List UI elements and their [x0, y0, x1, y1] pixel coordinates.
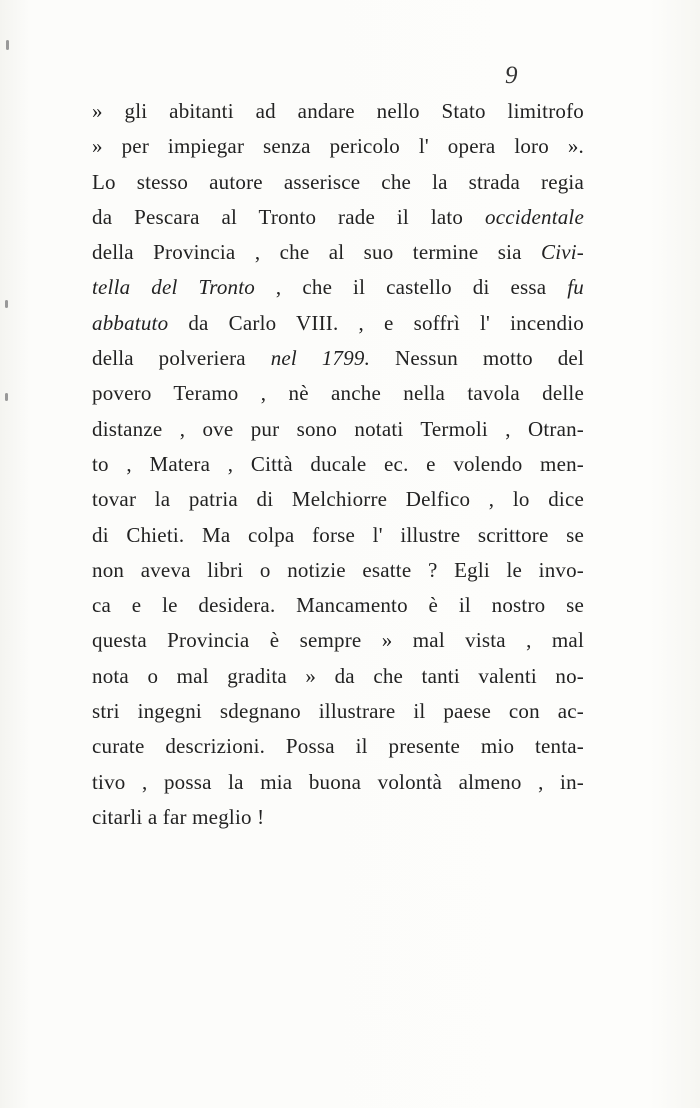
text-line: di Chieti. Ma colpa forse l' illustre scrittore se [92, 522, 584, 547]
page-number: 9 [505, 62, 518, 89]
text-line: tovar la patria di Melchiorre Delfico , lo dice [92, 487, 584, 512]
text-line: della polveriera nel 1799. Nessun motto del [92, 346, 584, 371]
margin-mark [5, 300, 8, 308]
text-line: questa Provincia è sempre » mal vista , mal [92, 628, 584, 653]
text-line: tivo , possa la mia buona volontà almeno , in- [92, 769, 584, 794]
text-line: ca e le desidera. Mancamento è il nostro se [92, 593, 584, 618]
text-line: » per impiegar senza pericolo l' opera loro ». [92, 134, 584, 159]
text-line: curate descrizioni. Possa il presente mio tenta- [92, 734, 584, 759]
text-line: abbatuto da Carlo VIII. , e soffrì l' incendio [92, 310, 584, 335]
text-line: tella del Tronto , che il castello di essa fu [92, 275, 584, 300]
text-line: distanze , ove pur sono notati Termoli , Otran- [92, 416, 584, 441]
text-line: povero Teramo , nè anche nella tavola delle [92, 381, 584, 406]
body-text [92, 94, 584, 835]
text-line: Lo stesso autore asserisce che la strada regia [92, 169, 584, 194]
margin-mark [6, 40, 9, 50]
text-line: della Provincia , che al suo termine sia Civi- [92, 240, 584, 265]
text-line: stri ingegni sdegnano illustrare il paese con ac- [92, 699, 584, 724]
text-line: da Pescara al Tronto rade il lato occidentale [92, 204, 584, 229]
text-line: nota o mal gradita » da che tanti valenti no- [92, 663, 584, 688]
text-line: citarli a far meglio ! [92, 804, 265, 829]
margin-mark [5, 393, 8, 401]
text-line: non aveva libri o notizie esatte ? Egli le invo- [92, 557, 584, 582]
text-line: to , Matera , Città ducale ec. e volendo men- [92, 451, 584, 476]
text-line: » gli abitanti ad andare nello Stato limitrofo [92, 99, 584, 123]
